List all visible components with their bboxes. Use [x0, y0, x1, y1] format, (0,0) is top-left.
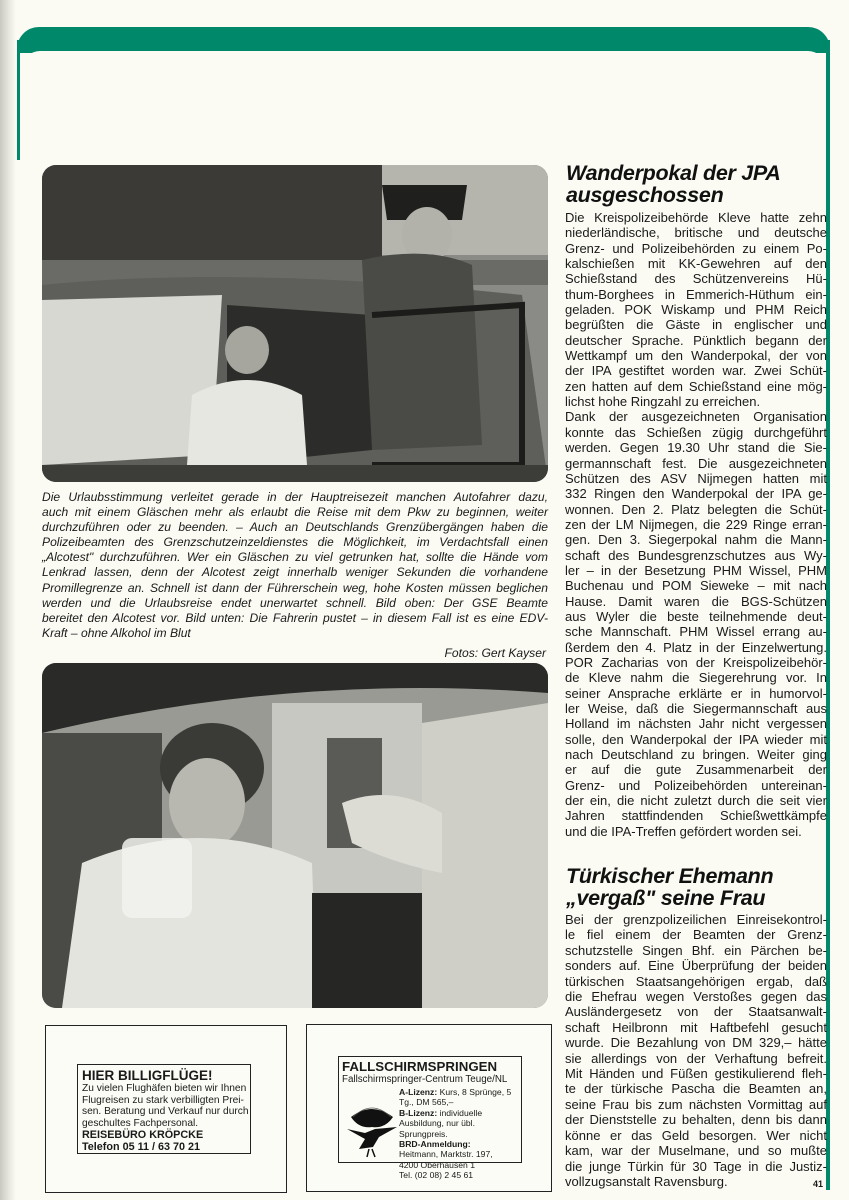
address-line: Tel. (02 08) 2 45 61 [399, 1170, 474, 1181]
text-line: der Dienststelle zu behalten, denn bis dann [565, 1112, 827, 1128]
photo-officer-prepares-alcotest [42, 165, 548, 482]
text-line: der IPA gestiftet worden war. Zwei Schüt- [565, 363, 827, 379]
b-license-text: individuelle Ausbildung, nur übl. Sprungpreis. [399, 1107, 483, 1139]
page-number: 41 [813, 1179, 824, 1189]
ad-subtitle: Fallschirmspringer-Centrum Teuge/NL [342, 1074, 508, 1085]
advertisement-reisebuero [45, 1025, 287, 1193]
ad-title: FALLSCHIRMSPRINGEN [342, 1059, 498, 1074]
text-line: vollzugsanstalt Ravensburg. [565, 1173, 728, 1189]
text-line: sonders auf. Eine Überprüfung der beiden [565, 958, 827, 974]
text-line: Polizeibeamten des Grenzschutzeinzeldienstes die Möglichkeit, im Verdachtsfall einen [42, 535, 548, 550]
ad-text-line: Flugreisen zu stark verbilligten Prei- [82, 1094, 244, 1106]
article-headline-wanderpokal [566, 162, 781, 206]
text-line: POR Zacharias von der Kreispolizeibehör- [565, 654, 827, 670]
a-license-text: Kurs, 8 Sprünge, 5 Tg., DM 565,– [399, 1087, 512, 1108]
text-line: die Ehefrau wegen Verstoßes gegen das [565, 989, 827, 1005]
text-line: Promillegrenze an. Schnell ist dann der Führerschein weg, hohe Kosten müssen beglichen [42, 580, 548, 595]
text-line: Die Kreispolizeibehörde Kleve hatte zehn [565, 210, 827, 225]
article-body-wanderpokal [565, 210, 827, 839]
text-line: Lenkrad lassen, denn der Alcotest zeigt innerhalb weniger Sekunden die vorhandene [42, 565, 548, 580]
text-line: Hause. Damit waren die BGS-Schützen [565, 593, 827, 609]
text-line: te der türkische Pascha die Beamten an, [565, 1081, 827, 1097]
text-line: Schützen des ASV Nijmegen hatten mit [565, 470, 827, 486]
frame-inner-curve [22, 51, 826, 91]
address-line: 4200 Oberhausen 1 [399, 1159, 475, 1170]
ad-phone: Telefon 05 11 / 63 70 21 [82, 1141, 201, 1154]
text-line: schaft Heilbronn mit Haftbefehl gesucht [565, 1019, 827, 1035]
a-license-label: A-Lizenz: [399, 1087, 438, 1097]
text-line: germannschaft fest. Die ausgezeichneten [565, 455, 827, 471]
text-line: le fiel einem der Beamten der Grenz- [565, 927, 827, 943]
text-line: sche Mannschaft. PHM Wissel errang au- [565, 624, 827, 640]
text-line: und die IPA-Treffen gefördert worden sei. [565, 823, 802, 839]
text-line: könne er das Geld besorgen. Wer nicht [565, 1127, 827, 1143]
page-fold-shadow [0, 0, 16, 1200]
text-line: kam, war der Muselmane, und so mußte [565, 1143, 827, 1159]
text-line: Buchenau und POM Sieweke – mit nach [565, 578, 827, 594]
text-line: konnte das Schießen zügig durchgeführt [565, 424, 827, 440]
text-line: lichst hohe Ringzahl zu erreichen. [565, 394, 761, 410]
photo-caption [42, 490, 548, 641]
ad-inner-box [77, 1064, 251, 1154]
text-line: Bei der grenzpolizeilichen Einreisekontrol- [565, 912, 827, 927]
article-headline-tuerkischer-ehemann [566, 865, 773, 909]
text-line: die junge Türkin für 30 Tage in die Justiz- [565, 1158, 827, 1174]
ad-text [82, 1083, 250, 1129]
ad-company: REISEBÜRO KRÖPCKE [82, 1129, 204, 1142]
text-line: Grenz- und Polizeibehörden untereinan- [565, 777, 827, 793]
photo-driver-blows-alcotest [42, 663, 548, 1008]
ad-inner-box [338, 1056, 522, 1181]
text-line: er auf die gute Zusammenarbeit der [565, 762, 827, 778]
text-line: „Alcotest" durchzuführen. Wer ein Gläschen zu viel getrunken hat, sollte die Hände vom [42, 550, 548, 565]
ad-title: HIER BILLIGFLÜGE! [82, 1068, 213, 1083]
headline-line: Türkischer Ehemann [566, 864, 774, 888]
brd-label: BRD-Anmeldung: [399, 1139, 471, 1150]
article-body-tuerkischer-ehemann [565, 912, 827, 1189]
text-line: türkischen Staatsangehörigen ergab, daß [565, 973, 827, 989]
ad-text-line: geschultes Fachpersonal. [82, 1117, 199, 1129]
b-license-label: B-Lizenz: [399, 1107, 438, 1118]
photo-credit: Fotos: Gert Kayser [444, 646, 546, 660]
text-line: nach Deutschland zu bringen. Weiter ging [565, 747, 827, 763]
text-line: Mit Händen und Füßen gestikulierend fleh- [565, 1066, 827, 1082]
text-line: ßerdem den 4. Platz in der Einzelwertung. [565, 639, 827, 655]
text-line: Die Urlaubsstimmung verleitet gerade in der Hauptreisezeit manchen Autofahrer dazu, [42, 490, 548, 504]
text-line: niederländische, britische und deutsche [565, 225, 827, 241]
green-frame-top [17, 27, 830, 53]
text-line: wonnen. Den 2. Platz belegten die Schüt- [565, 501, 827, 517]
text-line: schutzstelle Singen Bhf. ein Pärchen be- [565, 942, 827, 958]
text-line: Ausländergesetz von der Staatsanwalt- [565, 1004, 827, 1020]
text-line: zen der LM Nijmegen, die 229 Ringe erran- [565, 516, 827, 532]
text-line: sie allerdings von der Verhaftung befreit. [565, 1050, 827, 1066]
ad-text-line: sen. Beratung und Verkauf nur durch [82, 1106, 249, 1118]
text-line: Dank der ausgezeichneten Organisation [565, 409, 827, 425]
headline-line: ausgeschossen [566, 183, 724, 207]
text-line: solle, den Wanderpokal der IPA wieder mit [565, 731, 827, 747]
text-line: 332 Ringen den Wanderpokal der IPA ge- [565, 486, 827, 502]
text-line: wurde. Die Bezahlung von DM 329,– hätte [565, 1035, 827, 1051]
text-line: ler Weise, daß die Siegermannschaft aus [565, 701, 827, 716]
text-line: seine Frau bis zum nächsten Vormittag auf [565, 1096, 827, 1112]
text-line: gen. Den 3. Siegerpokal nahm die Mann- [565, 532, 827, 548]
text-line: geladen. POK Wiskamp und PHM Reich [565, 302, 827, 318]
text-line: bereitet den Alcotest vor. Bild unten: Die Fahrerin pustet – in diesem Fall ist es eine EDV- [42, 610, 548, 625]
text-line: ler – in der Besetzung PHM Wissel, PHM [565, 562, 827, 578]
text-line: Holland im nächsten Jahr nicht vergessen [565, 716, 827, 732]
ad-text-line: Zu vielen Flughäfen bieten wir Ihnen [82, 1083, 247, 1094]
text-line: der ein, die nicht zuletzt durch die seit vier [565, 793, 827, 809]
text-line: thum-Borghees in Emmerich-Hüthum ein- [565, 286, 827, 302]
text-line: aus Wyler die beste teilnehmende deut- [565, 608, 827, 624]
text-line: Grenz- und Polizeibehörden zu einem Po- [565, 240, 827, 256]
text-line: de Kleve nahm die Siegerehrung vor. In [565, 670, 827, 686]
ad-details [399, 1087, 523, 1181]
text-line: Jahren stattfindenden Schießwettkämpfe [565, 808, 827, 824]
text-line: seiner Ansprache erklärte er in humorvol- [565, 685, 827, 701]
text-line: Wettkampf um den Wanderpokal, der von [565, 348, 827, 364]
text-line: kalschießen mit KK-Gewehren auf den [565, 256, 827, 272]
address-line: Heitmann, Marktstr. 197, [399, 1149, 493, 1160]
text-line: durchzuführen oder zu beenden. – Auch an Deutschlands Grenzübergängen haben die [42, 520, 548, 535]
text-line: auch mit einem Gläschen mehr als erlaubt die Reise mit dem Pkw zu beginnen, weiter [42, 505, 548, 520]
green-frame-left [17, 40, 20, 160]
text-line: Kraft – ohne Alkohol im Blut [42, 625, 191, 640]
text-line: deutscher Sprache. Pünktlich begann der [565, 332, 827, 348]
headline-line: „vergaß" seine Frau [566, 886, 766, 910]
text-line: begrüßten die Gäste in englischer und [565, 317, 827, 333]
headline-line: Wanderpokal der JPA [566, 161, 781, 185]
text-line: werden. Gegen 19.30 Uhr stand die Sie- [565, 440, 827, 456]
parachutist-icon [345, 1099, 399, 1159]
advertisement-fallschirmspringen [306, 1024, 552, 1192]
text-line: Schießstand des Schützenvereins Hü- [565, 271, 827, 287]
text-line: zen hatten auf dem Schießstand eine mög- [565, 378, 827, 394]
text-line: werden und die Urlaubsreise endet unerwartet schnell. Bild oben: Der GSE Beamte [42, 595, 548, 610]
text-line: schaft des Bundesgrenzschutzes aus Wy- [565, 547, 827, 563]
